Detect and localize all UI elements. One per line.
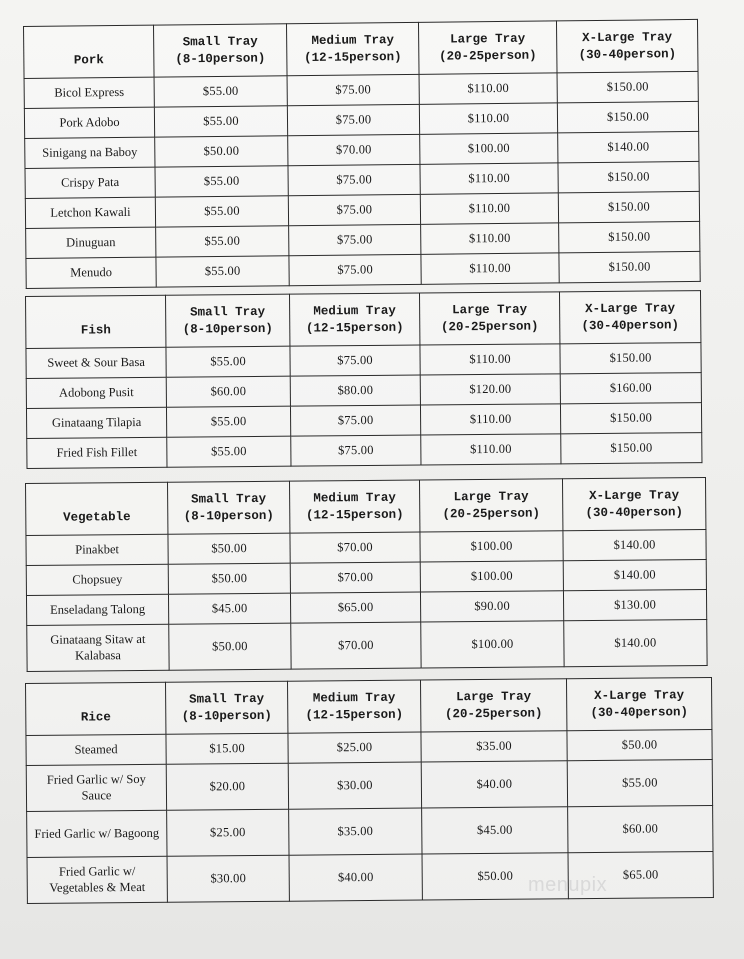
xlarge-price: $140.00 (563, 530, 706, 561)
large-price: $100.00 (421, 621, 564, 668)
medium-price: $75.00 (288, 164, 420, 195)
table-row (27, 806, 713, 858)
item-name: Sweet & Sour Basa (26, 347, 166, 378)
item-name: Adobong Pusit (26, 377, 166, 408)
item-name: Ginataang Sitaw at Kalabasa (27, 624, 169, 671)
xlarge-price: $150.00 (560, 403, 701, 434)
xlarge-price: $140.00 (563, 560, 706, 591)
large-price: $110.00 (421, 223, 559, 254)
medium-price: $70.00 (290, 562, 420, 593)
category-label: Rice (26, 682, 166, 735)
medium-price: $75.00 (290, 405, 420, 436)
medium-price: $80.00 (290, 375, 420, 406)
xlarge-price: $60.00 (568, 806, 713, 853)
small-price: $55.00 (166, 346, 290, 377)
medium-tray-header: Medium Tray (12-15person) (289, 293, 419, 346)
medium-price: $75.00 (291, 435, 421, 466)
fish-menu-table (25, 290, 702, 469)
small-price: $45.00 (168, 593, 290, 624)
small-price: $50.00 (169, 623, 291, 670)
medium-price: $75.00 (289, 224, 421, 255)
item-name: Bicol Express (24, 77, 154, 108)
item-name: Steamed (26, 734, 166, 765)
medium-tray-header: Medium Tray (12-15person) (287, 680, 420, 733)
xlarge-price: $140.00 (558, 131, 699, 162)
table-row (27, 620, 707, 672)
small-tray-header: Small Tray (8-10person) (165, 681, 287, 734)
category-label: Vegetable (26, 482, 168, 535)
table-row (26, 251, 700, 288)
rice-menu-table (25, 677, 714, 904)
large-price: $35.00 (421, 731, 567, 762)
large-price: $100.00 (420, 133, 558, 164)
large-price: $100.00 (420, 561, 563, 592)
large-tray-header: Large Tray (20-25person) (419, 479, 562, 532)
large-price: $110.00 (420, 193, 558, 224)
large-price: $50.00 (422, 853, 568, 900)
item-name: Pinakbet (26, 534, 168, 565)
small-price: $50.00 (168, 563, 290, 594)
item-name: Menudo (26, 257, 156, 288)
xlarge-price: $65.00 (568, 852, 713, 899)
table-row (26, 760, 712, 812)
small-price: $15.00 (166, 733, 288, 764)
xlarge-tray-header: X-Large Tray (30-40person) (562, 478, 705, 531)
item-name: Dinuguan (26, 227, 156, 258)
xlarge-price: $150.00 (557, 101, 698, 132)
medium-price: $35.00 (289, 808, 422, 855)
medium-tray-header: Medium Tray (12-15person) (286, 22, 419, 75)
xlarge-price: $150.00 (559, 251, 700, 282)
xlarge-price: $150.00 (561, 433, 702, 464)
large-tray-header: Large Tray (20-25person) (419, 292, 559, 345)
medium-price: $65.00 (290, 592, 420, 623)
xlarge-price: $150.00 (558, 191, 699, 222)
small-price: $55.00 (154, 106, 287, 137)
table-row (27, 852, 713, 904)
large-price: $110.00 (420, 163, 558, 194)
medium-price: $70.00 (290, 532, 420, 563)
item-name: Sinigang na Baboy (25, 137, 155, 168)
medium-price: $70.00 (288, 134, 420, 165)
xlarge-price: $150.00 (559, 221, 700, 252)
large-price: $110.00 (419, 73, 557, 104)
watermark-text: menupix (528, 874, 608, 896)
small-price: $55.00 (156, 226, 289, 257)
item-name: Fried Garlic w/ Bagoong (27, 810, 167, 857)
category-label: Pork (24, 25, 155, 78)
small-tray-header: Small Tray (8-10person) (167, 481, 289, 534)
small-price: $55.00 (166, 406, 290, 437)
large-price: $120.00 (420, 374, 560, 405)
pork-menu-table (23, 19, 701, 289)
small-tray-header: Small Tray (8-10person) (165, 294, 289, 347)
large-price: $100.00 (420, 531, 563, 562)
xlarge-price: $150.00 (558, 161, 699, 192)
small-price: $55.00 (155, 166, 288, 197)
small-price: $50.00 (168, 533, 290, 564)
item-name: Fried Garlic w/ Soy Sauce (26, 764, 166, 811)
category-label: Fish (26, 295, 166, 348)
medium-tray-header: Medium Tray (12-15person) (289, 480, 419, 533)
medium-price: $75.00 (290, 345, 420, 376)
xlarge-tray-header: X-Large Tray (30-40person) (566, 678, 711, 731)
small-price: $55.00 (155, 196, 288, 227)
xlarge-price: $160.00 (560, 373, 701, 404)
large-price: $110.00 (419, 103, 557, 134)
large-price: $90.00 (420, 591, 563, 622)
xlarge-price: $150.00 (560, 343, 701, 374)
xlarge-tray-header: X-Large Tray (30-40person) (556, 19, 698, 72)
large-price: $110.00 (421, 434, 561, 465)
large-price: $40.00 (421, 761, 567, 808)
small-price: $55.00 (167, 436, 291, 467)
small-price: $30.00 (167, 855, 289, 902)
large-price: $45.00 (422, 807, 568, 854)
table-header-row (26, 678, 712, 736)
xlarge-price: $140.00 (564, 620, 707, 667)
medium-price: $75.00 (287, 104, 419, 135)
item-name: Chopsuey (26, 564, 168, 595)
xlarge-price: $150.00 (557, 71, 698, 102)
vegetable-menu-table (25, 477, 708, 672)
large-price: $110.00 (421, 253, 559, 284)
small-price: $55.00 (156, 256, 289, 287)
item-name: Letchon Kawali (25, 197, 155, 228)
large-price: $110.00 (420, 344, 560, 375)
item-name: Enseladang Talong (26, 594, 168, 625)
medium-price: $75.00 (287, 74, 419, 105)
small-tray-header: Small Tray (8-10person) (153, 24, 287, 77)
medium-price: $70.00 (291, 622, 421, 669)
table-header-row (26, 478, 706, 536)
xlarge-tray-header: X-Large Tray (30-40person) (559, 291, 700, 344)
large-tray-header: Large Tray (20-25person) (420, 679, 566, 732)
small-price: $50.00 (155, 136, 288, 167)
xlarge-price: $50.00 (567, 730, 712, 761)
small-price: $20.00 (166, 763, 288, 810)
item-name: Fried Garlic w/ Vegetables & Meat (27, 856, 167, 903)
large-price: $110.00 (420, 404, 560, 435)
small-price: $55.00 (154, 76, 287, 107)
xlarge-price: $55.00 (567, 760, 712, 807)
item-name: Fried Fish Fillet (27, 437, 167, 468)
xlarge-price: $130.00 (563, 590, 706, 621)
medium-price: $25.00 (288, 732, 421, 763)
medium-price: $40.00 (289, 854, 422, 901)
medium-price: $75.00 (288, 194, 420, 225)
item-name: Pork Adobo (24, 107, 154, 138)
table-header-row (24, 19, 699, 78)
table-header-row (26, 291, 701, 349)
small-price: $60.00 (166, 376, 290, 407)
item-name: Crispy Pata (25, 167, 155, 198)
medium-price: $30.00 (288, 762, 421, 809)
small-price: $25.00 (167, 809, 289, 856)
medium-price: $75.00 (289, 254, 421, 285)
large-tray-header: Large Tray (20-25person) (418, 21, 557, 74)
item-name: Ginataang Tilapia (26, 407, 166, 438)
table-row (27, 433, 702, 469)
